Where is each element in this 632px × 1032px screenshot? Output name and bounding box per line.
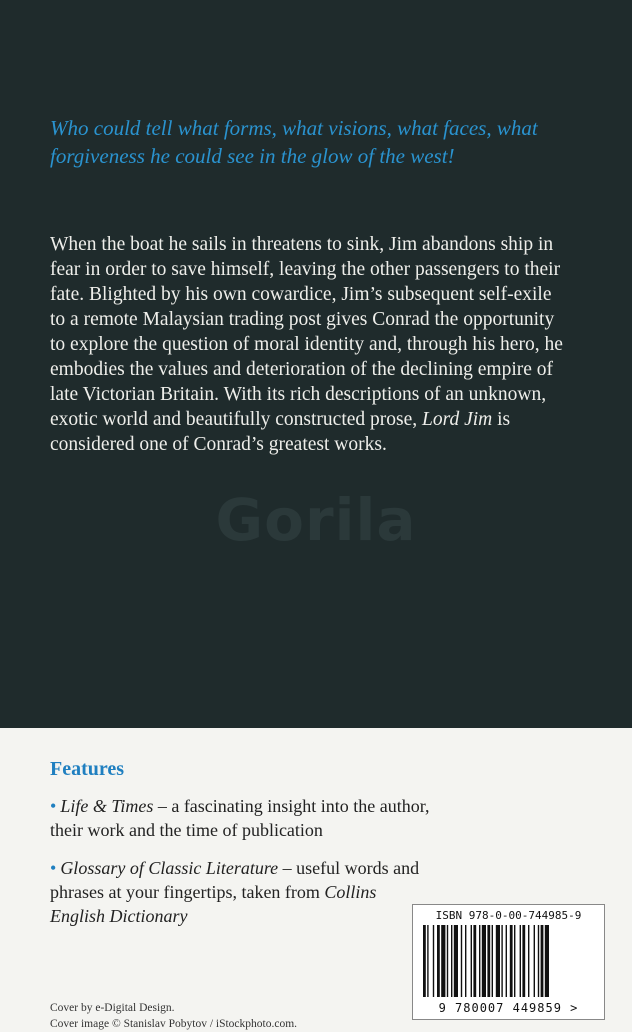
feature-item: [50, 856, 430, 928]
credit-image: Cover image © Stanislav Pobytov / iStockphoto.com.: [50, 1018, 298, 1030]
blurb-text-end: is considered one of Conrad’s greatest works.: [50, 409, 511, 455]
blurb-text: When the boat he sails in threatens to sink, Jim abandons ship in fear in order to save himself, leaving the other passengers to their fate. Blighted by his own cowardice, Jim’s subsequent self-exile to a remote Malaysian trading post gives Conrad the opportunity to explore the question of moral identity and, through his hero, he embodies the values and deterioration of the declining empire of late Victorian Britain. With its rich descriptions of an unknown, exotic world and beautifully constructed prose,: [50, 234, 563, 430]
cover-credits: [50, 1000, 297, 1032]
isbn-label: ISBN 978-0-00-744985-9: [435, 909, 582, 922]
features-panel: [0, 728, 632, 1032]
feature-text: – useful words and phrases at your fingertips, taken from: [50, 858, 420, 902]
feature-text: – a fascinating insight into the author, their work and the time of publication: [50, 796, 430, 840]
features-title: Features: [50, 758, 125, 780]
feature-item: [50, 794, 430, 842]
watermark: Gorila: [215, 486, 417, 554]
epigraph-quote: Who could tell what forms, what visions, what faces, what forgiveness he could see in the glow of the west!: [50, 116, 538, 168]
feature-name: Life & Times: [60, 796, 154, 816]
barcode-digits: 9 780007 449859 >: [438, 1001, 579, 1015]
blurb-book-title: Lord Jim: [422, 409, 493, 430]
credit-design: Cover by e-Digital Design.: [50, 1002, 175, 1014]
barcode-box: [412, 904, 605, 1020]
bullet-icon: •: [50, 858, 57, 878]
feature-source: Collins English Dictionary: [50, 882, 377, 926]
feature-name: Glossary of Classic Literature: [60, 858, 279, 878]
bullet-icon: •: [50, 796, 57, 816]
barcode-icon: [421, 925, 598, 999]
book-blurb: [50, 232, 570, 457]
